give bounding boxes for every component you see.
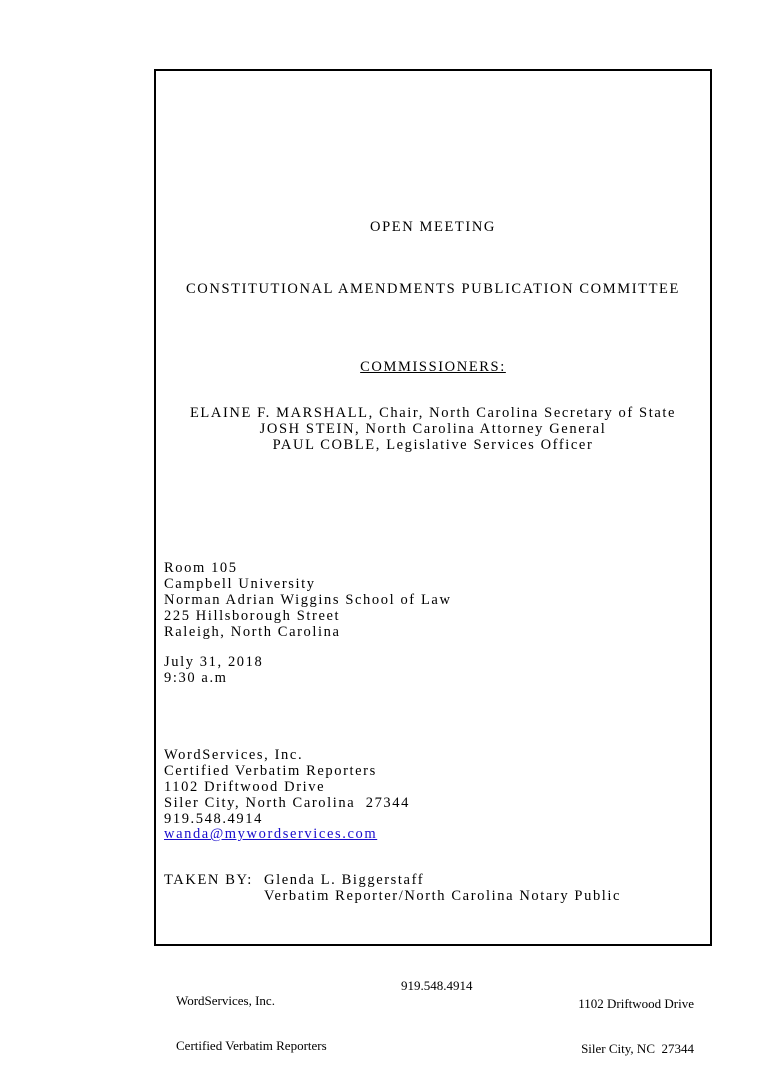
footer-company [176,963,327,1068]
company-address1: 1102 Driftwood Drive [164,779,326,795]
company-address2: Siler City, North Carolina 27344 [164,795,410,811]
location-line: Room 105 [164,560,238,576]
committee-name: CONSTITUTIONAL AMENDMENTS PUBLICATION COMMITTEE [186,281,680,297]
footer-address-line1: 1102 Driftwood Drive [578,996,694,1011]
company-name: WordServices, Inc. [164,747,304,763]
reporter-title: Verbatim Reporter/North Carolina Notary Public [264,888,622,904]
footer-address-line2: Siler City, NC 27344 [581,1041,694,1056]
location-line: Raleigh, North Carolina [164,624,341,640]
location-line: 225 Hillsborough Street [164,608,341,624]
commissioners-heading: COMMISSIONERS: [360,359,506,375]
commissioner-line: PAUL COBLE, Legislative Services Officer [272,437,594,453]
commissioner-line: ELAINE F. MARSHALL, Chair, North Carolina Secretary of State [189,405,677,421]
meeting-date: July 31, 2018 [164,654,264,670]
page-title: OPEN MEETING [370,219,496,235]
meeting-time: 9:30 a.m [164,670,228,686]
location-line: Campbell University [164,576,316,592]
company-email-link[interactable]: wanda@mywordservices.com [164,826,378,842]
commissioner-line: JOSH STEIN, North Carolina Attorney General [259,421,607,437]
taken-by-label: TAKEN BY: [164,872,253,888]
location-line: Norman Adrian Wiggins School of Law [164,592,452,608]
company-phone: 919.548.4914 [164,811,263,827]
footer-company-tagline: Certified Verbatim Reporters [176,1038,327,1053]
reporter-name: Glenda L. Biggerstaff [264,872,425,888]
footer-address [560,966,694,1071]
footer-phone: 919.548.4914 [401,978,473,993]
company-tagline: Certified Verbatim Reporters [164,763,377,779]
footer-company-name: WordServices, Inc. [176,993,275,1008]
